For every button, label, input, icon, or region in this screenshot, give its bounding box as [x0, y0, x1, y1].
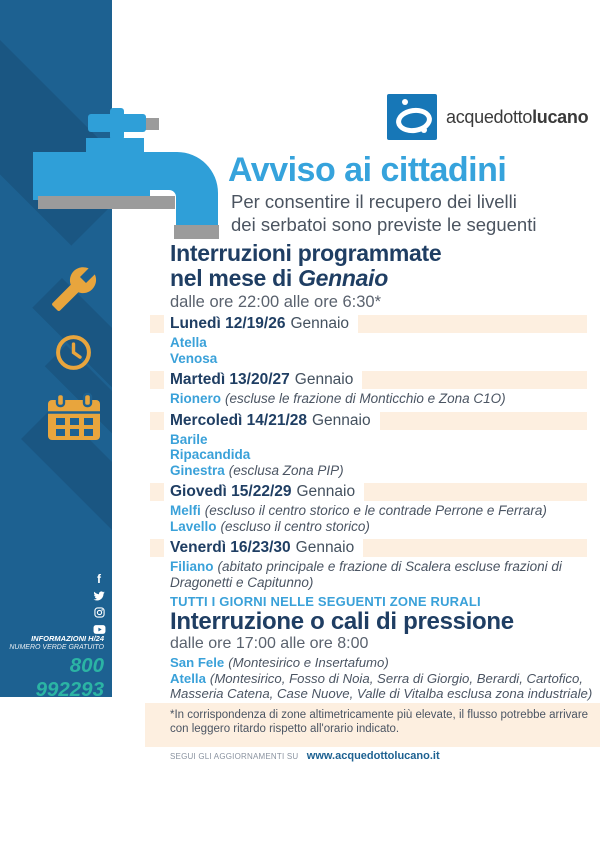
day-heading-monday: Lunedì 12/19/26 Gennaio: [150, 315, 587, 333]
section1-hours: dalle ore 22:00 alle ore 6:30*: [170, 293, 381, 311]
section2-title: Interruzione o cali di pressione: [170, 608, 514, 635]
subtitle-line-1: Per consentire il recupero dei livelli: [231, 191, 517, 212]
logo-mark-icon: [387, 94, 437, 140]
day-heading-tuesday: Martedì 13/20/27 Gennaio: [150, 371, 587, 389]
town-entry: Atella: [170, 335, 207, 350]
subtitle: [228, 190, 536, 236]
twitter-icon[interactable]: [91, 587, 107, 604]
header: [228, 152, 536, 236]
friday-entries: [170, 559, 590, 590]
town-entry: Ripacandida: [170, 447, 251, 462]
section2-hours: dalle ore 17:00 alle ore 8:00: [170, 635, 369, 652]
toll-free-number: 800 992293: [35, 654, 104, 697]
town-entry: Atella (Montesirico, Fosso di Noia, Serra di Giorgio, Berardi, Cartofico, Masseria Catena, Case Nuove, Valle di Vitalba esclusa zona industriale): [170, 670, 593, 701]
logo-dot: [421, 127, 427, 133]
day-heading-friday: Venerdì 16/23/30 Gennaio: [150, 539, 587, 557]
subtitle-line-2: dei serbatoi sono previste le seguenti: [231, 214, 537, 235]
town-entry: Lavello (escluso il centro storico): [170, 518, 370, 534]
day-heading-thursday: Giovedì 15/22/29 Gennaio: [150, 483, 587, 501]
info-line-1: INFORMAZIONI H/24: [31, 634, 104, 643]
town-entry: San Fele (Montesirico e Insertafumo): [170, 655, 389, 670]
facebook-icon[interactable]: f: [97, 571, 101, 586]
page-title: Avviso ai cittadini: [228, 151, 507, 189]
rural-zones-header: TUTTI I GIORNI NELLE SEGUENTI ZONE RURALI: [170, 594, 481, 609]
logo-dot: [402, 99, 408, 105]
clock-icon: [55, 334, 92, 371]
town-entry: Melfi (escluso il centro storico e le contrade Perrone e Ferrara): [170, 503, 547, 518]
section1-title: [170, 241, 595, 290]
town-entry: Filiano (abitato principale e frazione di Scalera escluse frazioni di Dragonetti e Capitunno): [170, 559, 562, 590]
town-entry: Barile: [170, 431, 208, 447]
day-heading-wednesday: Mercoledì 14/21/28 Gennaio: [150, 412, 587, 430]
town-entry: Ginestra (esclusa Zona PIP): [170, 462, 344, 478]
section1-title-line2: nel mese di Gennaio: [170, 264, 388, 291]
logo-text: acquedottolucano: [446, 106, 589, 127]
section2-entries: [170, 655, 600, 702]
wrench-icon: [50, 265, 98, 313]
calendar-icon: [46, 392, 102, 442]
follow-label: SEGUI GLI AGGIORNAMENTI SU: [170, 752, 299, 761]
main-content: [150, 241, 595, 702]
month-name: Gennaio: [298, 264, 388, 291]
town-entry: Venosa: [170, 350, 218, 366]
logo-ring: [394, 106, 433, 136]
wednesday-entries: [170, 432, 595, 479]
company-logo: [387, 94, 588, 140]
footnote-box: [145, 703, 600, 747]
thursday-entries: [170, 503, 595, 534]
toll-free-info: [0, 634, 104, 697]
section1-title-line1: Interruzioni programmate: [170, 240, 442, 266]
info-line-2: NUMERO VERDE GRATUITO: [9, 644, 104, 651]
social-links: [91, 570, 107, 638]
footer: [170, 746, 440, 764]
website-link[interactable]: www.acquedottolucano.it: [306, 750, 440, 762]
faucet-graphic: [33, 106, 223, 244]
monday-entries: [170, 335, 595, 366]
town-entry: Rionero (escluse le frazione di Monticchio e Zona C1O): [170, 391, 506, 406]
tuesday-entries: [170, 391, 595, 407]
footnote-text: *In corrispondenza di zone altimetricamente più elevate, il flusso potrebbe arrivare con leggero ritardo rispetto all'orario indicato.: [170, 709, 589, 735]
instagram-icon[interactable]: [91, 604, 107, 621]
left-blue-band: [0, 0, 112, 697]
